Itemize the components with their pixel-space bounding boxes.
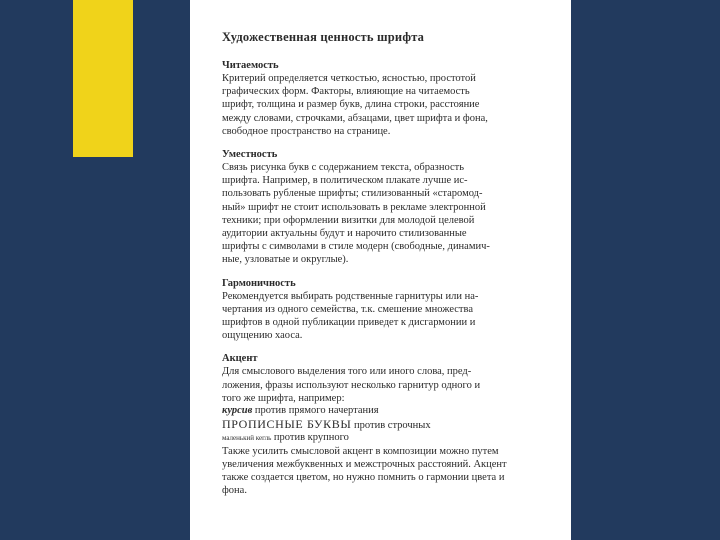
section-outro: Также усилить смысловой акцент в композиции можно путем увеличения межбуквенных и межстрочных расстояний. Акцент также создается цветом, но нужно помнить о гармонии цвета и фона.: [222, 445, 507, 497]
document-title: Художественная ценность шрифта: [222, 30, 425, 44]
example-small-word: маленький кегль: [222, 434, 272, 443]
example-italic-word: курсив: [222, 405, 253, 417]
example-small-line: [222, 432, 542, 445]
section-heading: Акцент: [222, 353, 258, 365]
example-caps-word: ПРОПИСНЫЕ БУКВЫ: [222, 416, 352, 431]
example-caps-line: [222, 418, 542, 433]
document-content: [222, 30, 542, 508]
example-small-rest: против крупного: [271, 432, 349, 444]
section-accent: [222, 352, 542, 497]
accent-bar: [73, 0, 133, 157]
example-caps-rest: против строчных: [351, 419, 431, 431]
section-heading: Уместность: [222, 149, 278, 161]
section-harmony: [222, 277, 542, 343]
section-heading: Гармоничность: [222, 277, 296, 289]
section-text: Связь рисунка букв с содержанием текста, образность шрифта. Например, в политическом плакате лучше ис- пользовать рубленые шрифты; стилизованный «старомод- ный» шрифт не стоит использовать в рекламе электронной техники; при оформлении визитки для молодой целевой аудитории актуальны будут и нарочито стилизованные шрифты с символами в стиле модерн (свободные, динамич- ные, узловатые и округлые).: [222, 162, 490, 266]
section-text: Критерий определяется четкостью, ясностью, простотой графических форм. Факторы, влияющие на читаемость шрифт, толщина и размер букв, длина строки, расстояние между словами, строчками, абзацами, цвет шрифта и фона, свободное пространство на странице.: [222, 73, 488, 137]
example-italic-rest: против прямого начертания: [252, 405, 379, 417]
section-appropriateness: [222, 148, 542, 267]
section-heading: Читаемость: [222, 60, 279, 71]
section-intro: Для смыслового выделения того или иного слова, пред- ложения, фразы используют несколько гарнитур одного и того же шрифта, например:: [222, 366, 481, 404]
section-readability: [222, 59, 542, 138]
document-page: [190, 0, 571, 540]
section-text: Рекомендуется выбирать родственные гарнитуры или на- чертания из одного семейства, т.к. смешение множества шрифтов в одной публикации приведет к дисгармонии и ощущению хаоса.: [222, 290, 479, 342]
